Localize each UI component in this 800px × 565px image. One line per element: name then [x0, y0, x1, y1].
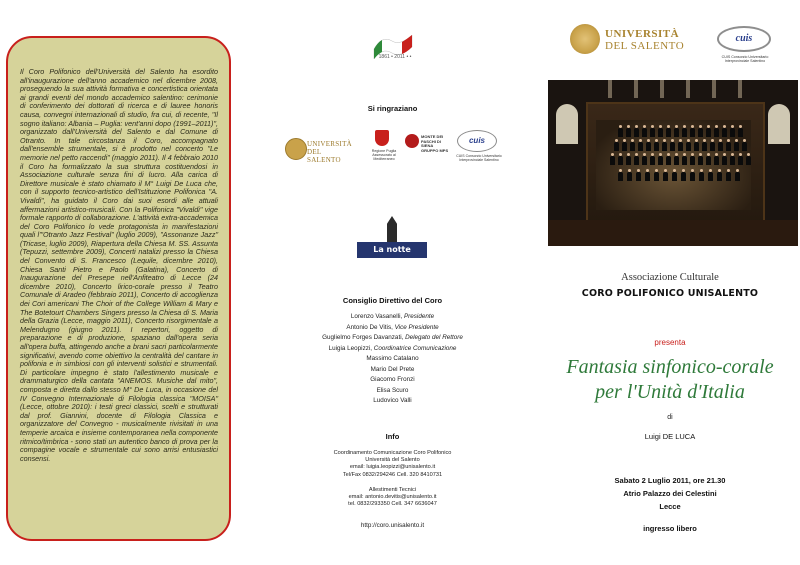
- choir-singer: [738, 156, 743, 165]
- unisalento-wordmark: UNIVERSITÀ DEL SALENTO: [307, 140, 352, 164]
- info-phone-line: tel. 0832/293350 Cell. 347 6636047: [348, 501, 437, 508]
- council-member: Luigia Leopizzi, Coordinatrice Comunicazione: [328, 344, 457, 352]
- choir-singer: [646, 142, 651, 151]
- choir-singer: [746, 156, 751, 165]
- choir-singer: [654, 172, 659, 181]
- choir-singer: [742, 142, 747, 151]
- thanks-heading: Si ringraziano: [367, 104, 418, 113]
- choir-singer: [642, 156, 647, 165]
- middle-column: [265, 0, 520, 565]
- choir-singer: [674, 156, 679, 165]
- choir-singer: [702, 142, 707, 151]
- council-member: Massimo Catalano: [366, 355, 419, 362]
- choir-singer: [622, 142, 627, 151]
- ceiling-light: [738, 80, 742, 98]
- council-heading: Consiglio Direttivo del Coro: [342, 296, 443, 305]
- work-title: [540, 355, 800, 405]
- choir-singer: [638, 142, 643, 151]
- choir-singer: [672, 172, 677, 181]
- choir-singer: [722, 156, 727, 165]
- choir-singer: [678, 142, 683, 151]
- choir-singer: [717, 172, 722, 181]
- choir-singer: [734, 142, 739, 151]
- choir-singer: [706, 128, 711, 137]
- choir-singer: [663, 172, 668, 181]
- ceiling-light: [686, 80, 690, 98]
- unisalento-logo: [285, 136, 355, 162]
- council-member: Mario Del Prete: [370, 365, 415, 373]
- ceiling-light: [712, 80, 716, 98]
- choir-name: CORO POLIFONICO UNISALENTO: [581, 288, 759, 299]
- choir-singer: [730, 128, 735, 137]
- choir-singer: [714, 128, 719, 137]
- history-paragraph: Il Coro Polifonico dell'Università del Salento ha esordito all'inaugurazione dell'anno accademico nel dicembre 2008, proseguendo la sua attività formativa e concertistica orientata ai grandi eventi del mondo accademico salentino: cerimonie di conferimento dei dottorati di ricerca e di lauree honoris causa, convegni internazionali di studio, fra cui, di recente, "Il sogno italiano: Albania – Puglia: vent'anni dopo (1991–2011)", organizzato dall'Università del Salento e dal Comune di Otranto. In tale circostanza il Coro, accompagnato dall'ensemble strumentale, si è prodotto nel concerto "Le memorie nel petto raccendi" (maggio 2011). Il 4 febbraio 2010 il Coro ha formalizzato la sua struttura costituendosi in Associazione culturale senza fini di lucro. Alla carica di Direttore musicale è stato chiamato il M° Luigi De Luca che, con il supporto tecnico-artistico dell'Istituzione Polifonica "A. Vivaldi", ha guidato il Coro dai suoi esordi alle attuali affermazioni artistico-musicali. Con la Polifonica "Vivaldi" vige formale rapporto di collaborazione. L'attività extra-accademica del Coro Polifonico lo vede protagonista in manifestazioni quali l'"Otranto Jazz Festival" (luglio 2009), "Assonanze Jazz" (Tricase, luglio 2009), Riapertura della Chiesa M. SS. Assunta (Tepuzzi, settembre 2009), Concerti natalizi presso la Chiesa del Convento di S. Francesco (Lequile, dicembre 2010), Chiesa Santi Pietro e Paolo (Galatina), Concerto di Inaugurazione del Presepe nell'Anfiteatro di Lecce (24 dicembre 2010), Concerto lirico-corale presso il Teatro Comunale di Aradeo (febbraio 2011), Concerto di accoglienza dei Cori americani The Choir of the College William & Mary e The Botetourt Chambers Singers presso la Chiesa di S. Maria della Grazia (Lecce, maggio 2011), Concerto risorgimentale a Melendugno (giugno 2011). I repertori, oggetto di preparazione e di produzione, spaziano dall'opera seria all'opera buffa, attingendo anche a brani sacri particolarmente significativi, avendo come obiettivo la centralità del cantare in polifonia e in simbiosi con gli interventi solistici e strumentali. Di particolare impegno è stato l'allestimento musicale e drammaturgico della cantata "ANEMOS. Musiche dal mito", composta e diretta dallo stesso M° De Luca, in occasione del IV Convegno Internazionale di Filologia classica "MOISA" (Lecce, ottobre 2010): i testi greci classici, scelti e strutturati dal prof. Giannini, docente di Filologia Classica e organizzatore del Convegno - musicalmente rivisitati in una temperie arcaica e insieme contemporanea nella componente ritmico/timbrica - sono stati un autentico banco di prova per la compagine vocale e strumentale cui sono arrisi entusiastici consensi.: [20, 67, 218, 463]
- ceiling-light: [608, 80, 612, 98]
- council-member: Elisa Scuro: [376, 386, 409, 394]
- event-venue: Atrio Palazzo dei Celestini: [623, 489, 717, 498]
- history-panel: [6, 36, 231, 541]
- right-column: [540, 0, 800, 565]
- choir-singer: [642, 128, 647, 137]
- info-contacts: [265, 450, 520, 508]
- theater-floor: [548, 220, 798, 246]
- choir-singer: [618, 128, 623, 137]
- sponsor-logos: [285, 128, 525, 168]
- work-title-line1: Fantasia sinfonico-corale: [566, 356, 774, 378]
- info-email-devitis[interactable]: email: antonio.devitis@unisalento.it: [348, 494, 437, 501]
- university-seal-icon: [570, 24, 600, 54]
- theater-arch-right: [768, 104, 790, 144]
- choir-singer: [738, 128, 743, 137]
- choir-singer: [666, 156, 671, 165]
- choir-singer: [686, 142, 691, 151]
- info-heading: Info: [385, 432, 400, 441]
- council-member: Guglielmo Forges Davanzati, Delegato del Rettore: [322, 334, 463, 341]
- regione-puglia-logo: [367, 128, 397, 168]
- choir-singer: [674, 128, 679, 137]
- cuis-small-caption: CUIS Consorzio Universitario Interprovinciale Salentino: [456, 154, 502, 162]
- choir-singer: [681, 172, 686, 181]
- choir-singer: [718, 142, 723, 151]
- cuis-logo: [715, 26, 775, 66]
- university-name-line1: UNIVERSITÀ: [605, 28, 680, 40]
- monte-paschi-caption: MONTE DEI PASCHI DI SIENA GRUPPO MPS: [421, 134, 449, 153]
- choir-singer: [694, 142, 699, 151]
- choir-singer: [614, 142, 619, 151]
- flag-caption: 1861 • 2011 • •: [378, 54, 412, 60]
- by-label: di: [667, 414, 673, 421]
- choir-singer: [618, 172, 623, 181]
- theater-arch-left: [556, 104, 578, 144]
- unisalento-seal-icon: [285, 138, 307, 160]
- cuis-small-logo: [453, 128, 505, 168]
- choir-singer: [658, 156, 663, 165]
- choir-singer: [706, 156, 711, 165]
- choir-singer: [626, 156, 631, 165]
- work-title-line2: per l'Unità d'Italia: [595, 381, 745, 403]
- cuis-wordmark: cuis: [717, 26, 771, 52]
- choir-singer: [690, 172, 695, 181]
- university-name-line2: DEL SALENTO: [605, 40, 685, 52]
- choir-singer: [735, 172, 740, 181]
- choir-singer: [627, 172, 632, 181]
- choir-singer: [690, 156, 695, 165]
- italy-150-flag-logo: [370, 24, 416, 68]
- monte-paschi-emblem-icon: [405, 134, 419, 148]
- history-text: [20, 68, 218, 463]
- choir-singer: [645, 172, 650, 181]
- choir-singer: [666, 128, 671, 137]
- choir-singer: [670, 142, 675, 151]
- choir-singer: [654, 142, 659, 151]
- choir-singer: [630, 142, 635, 151]
- choir-singer: [682, 128, 687, 137]
- choir-singer: [708, 172, 713, 181]
- notte-bianca-logo: [357, 216, 427, 270]
- cuis-caption: CUIS Consorzio Universitario Interprovinciale Salentino: [721, 55, 769, 63]
- puglia-shield-icon: [375, 130, 389, 146]
- choir-singer: [726, 172, 731, 181]
- choir-singer: [650, 156, 655, 165]
- info-email-leopizzi[interactable]: email: luigia.leopizzi@unisalento.it: [349, 464, 436, 471]
- choir-singer: [658, 128, 663, 137]
- choir-singer: [726, 142, 731, 151]
- association-label: Associazione Culturale: [621, 272, 719, 283]
- entry-info: ingresso libero: [643, 524, 697, 533]
- council-member: Lorenzo Vasanelli, Presidente: [350, 313, 435, 320]
- puglia-caption: Regione Puglia Assessorato al Mediterraneo: [371, 149, 397, 162]
- choir-singer: [634, 156, 639, 165]
- choir-singer: [626, 128, 631, 137]
- choir-singer: [698, 128, 703, 137]
- choir-singer: [636, 172, 641, 181]
- council-member: Ludovico Valli: [373, 397, 412, 404]
- website-link[interactable]: http://coro.unisalento.it: [360, 522, 425, 529]
- choir-photo: [548, 80, 798, 246]
- choir-singer: [690, 128, 695, 137]
- info-line: Coordinamento Comunicazione Coro Polifonico: [333, 450, 452, 456]
- ceiling-light: [634, 80, 638, 98]
- university-logo: [570, 22, 685, 56]
- presenta-label: presenta: [654, 338, 686, 347]
- event-date: Sabato 2 Luglio 2011, ore 21.30: [614, 476, 726, 485]
- choir-singer: [618, 156, 623, 165]
- info-line: Allestimenti Tecnici: [368, 486, 417, 493]
- choir-singer: [714, 156, 719, 165]
- choir-singer: [722, 128, 727, 137]
- info-phone-line: Tel/Fax 0832/294246 Cell. 320 8410731: [342, 471, 443, 478]
- cuis-small-wordmark: cuis: [457, 130, 497, 152]
- choir-singer: [682, 156, 687, 165]
- info-line: Università del Salento: [365, 457, 420, 464]
- composer-name: Luigi DE LUCA: [644, 432, 696, 441]
- choir-singer: [662, 142, 667, 151]
- choir-singer: [710, 142, 715, 151]
- choir-singer: [730, 156, 735, 165]
- choir-singer: [699, 172, 704, 181]
- event-city: Lecce: [659, 502, 681, 511]
- council-member: Giacomo Fronzi: [370, 376, 415, 383]
- event-details: [540, 474, 800, 513]
- choir-singer: [634, 128, 639, 137]
- monte-paschi-logo: [405, 128, 449, 168]
- notte-bianca-wordmark: La notte bianca: [357, 242, 427, 258]
- council-list: [265, 312, 520, 407]
- choir-singer: [698, 156, 703, 165]
- council-member: Antonio De Vitis, Vice Presidente: [346, 323, 439, 331]
- bell-tower-icon: [387, 216, 397, 242]
- ceiling-light: [660, 80, 664, 98]
- choir-singer: [650, 128, 655, 137]
- choir-singer: [610, 156, 615, 165]
